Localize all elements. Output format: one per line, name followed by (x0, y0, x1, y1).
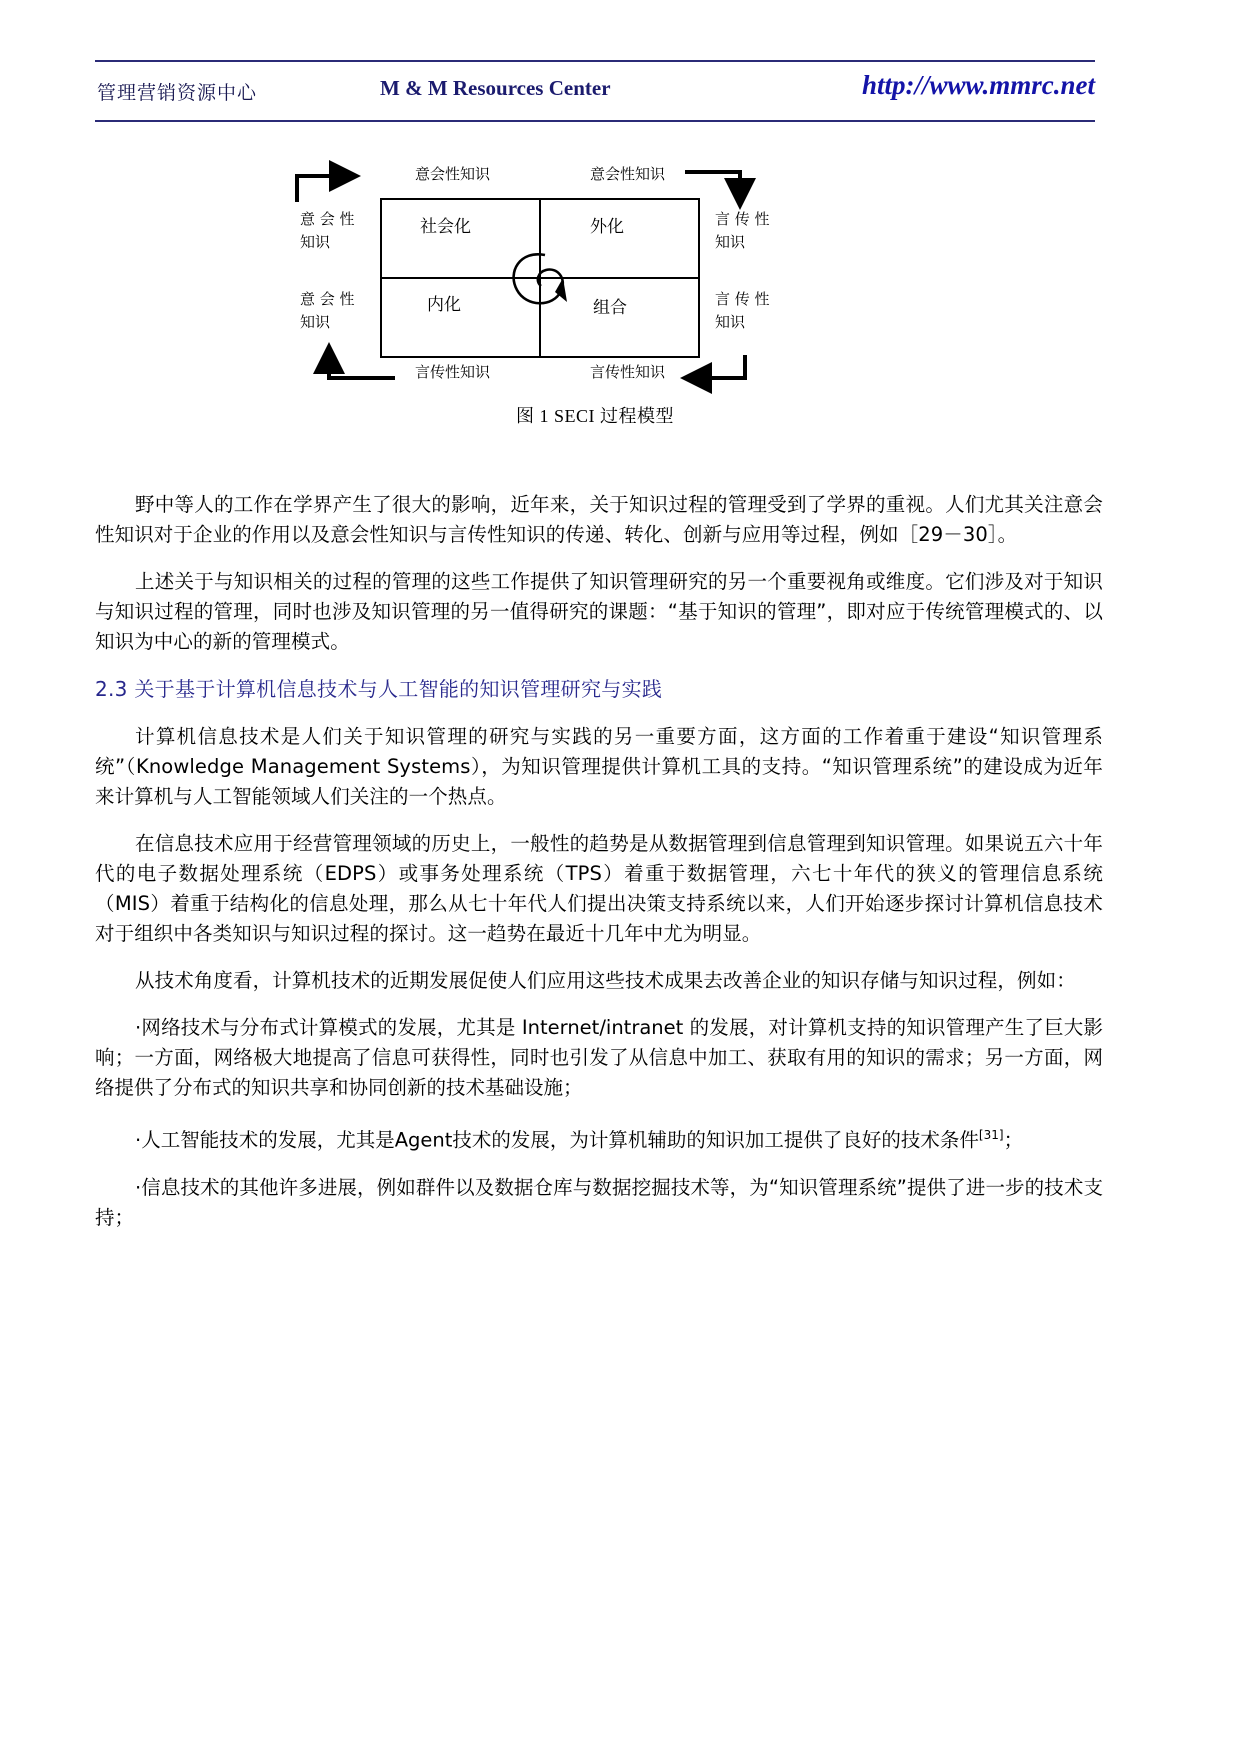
document-body (95, 490, 1103, 1250)
paragraph-2: 上述关于与知识相关的过程的管理的这些工作提供了知识管理研究的另一个重要视角或维度。它们涉及对于知识与知识过程的管理，同时也涉及知识管理的另一值得研究的课题：“基于知识的管理”，即对应于传统管理模式的、以知识为中心的新的管理模式。 (95, 570, 1103, 653)
paragraph-3: 计算机信息技术是人们关于知识管理的研究与实践的另一重要方面，这方面的工作着重于建设“知识管理系统”（Knowledge Management Systems），为知识管理提供计算机工具的支持。“知识管理系统”的建设成为近年来计算机与人工智能领域人们关注的一个热点。 (95, 725, 1103, 808)
figure-caption: 图 1 SECI 过程模型 (515, 406, 674, 426)
bullet-item-2-tail: ； (1003, 1128, 1024, 1152)
page-header (95, 60, 1095, 122)
bullet-item-2 (95, 1120, 1103, 1156)
seci-diagram (245, 150, 805, 400)
paragraph-5: 从技术角度看，计算机技术的近期发展促使人们应用这些技术成果去改善企业的知识存储与知识过程，例如： (135, 969, 1076, 992)
figure-seci (95, 150, 1095, 440)
section-heading-2-3: 2.3 关于基于计算机信息技术与人工智能的知识管理研究与实践 (95, 677, 663, 701)
header-center-label: M & M Resources Center (380, 76, 611, 100)
seci-label-right-top-line1: 言 传 性 (715, 210, 770, 228)
seci-label-top-left: 意会性知识 (415, 165, 491, 183)
seci-label-left-bottom-line1: 意 会 性 (300, 290, 355, 308)
seci-label-left-top-line1: 意 会 性 (300, 210, 355, 228)
header-website-url[interactable]: http://www.mmrc.net (861, 70, 1095, 100)
seci-label-top-right: 意会性知识 (590, 165, 666, 183)
seci-cell-combination: 组合 (593, 298, 627, 318)
seci-cell-internalization: 内化 (427, 295, 461, 315)
paragraph-4: 在信息技术应用于经营管理领域的历史上，一般性的趋势是从数据管理到信息管理到知识管理。如果说五六十年代的电子数据处理系统（EDPS）或事务处理系统（TPS）着重于数据管理，六七十年代的狭义的管理信息系统（MIS）着重于结构化的信息处理，那么从七十年代人们提出决策支持系统以来，人们开始逐步探讨计算机信息技术对于组织中各类知识与知识过程的探讨。这一趋势在最近十几年中尤为明显。 (95, 832, 1103, 945)
paragraph-1: 野中等人的工作在学界产生了很大的影响，近年来，关于知识过程的管理受到了学界的重视。人们尤其关注意会性知识对于企业的作用以及意会性知识与言传性知识的传递、转化、创新与应用等过程，例如［29－30］。 (95, 493, 1103, 546)
bullet-item-2-text: ·人工智能技术的发展，尤其是Agent技术的发展，为计算机辅助的知识加工提供了良好的技术条件 (135, 1128, 979, 1152)
seci-label-bottom-left: 言传性知识 (415, 363, 491, 381)
reference-mark-31: [31] (978, 1128, 1004, 1142)
seci-label-right-top-line2: 知识 (715, 233, 746, 252)
arrow-bottom-right (688, 355, 745, 378)
bullet-item-1: ·网络技术与分布式计算模式的发展，尤其是 Internet/intranet 的发展，对计算机支持的知识管理产生了巨大影响；一方面，网络极大地提高了信息可获得性，同时也引发了从信息中加工、获取有用的知识的需求；另一方面，网络提供了分布式的知识共享和协同创新的技术基础设施； (95, 1016, 1103, 1099)
seci-label-right-bottom-line1: 言 传 性 (715, 290, 770, 308)
header-left-label: 管理营销资源中心 (97, 82, 258, 104)
seci-cell-socialization: 社会化 (420, 217, 471, 237)
bullet-item-3: ·信息技术的其他许多进展，例如群件以及数据仓库与数据挖掘技术等，为“知识管理系统”提供了进一步的技术支持； (95, 1175, 1103, 1229)
seci-cell-externalization: 外化 (590, 217, 624, 237)
seci-label-right-bottom-line2: 知识 (715, 313, 746, 332)
arrow-top-left (297, 176, 353, 202)
seci-label-right-bottom (715, 288, 795, 335)
seci-label-right-top (715, 208, 795, 255)
seci-label-left-top (300, 208, 380, 255)
seci-label-left-top-line2: 知识 (300, 233, 331, 252)
seci-label-left-bottom-line2: 知识 (300, 313, 331, 332)
seci-label-bottom-right: 言传性知识 (590, 363, 666, 381)
seci-label-left-bottom (300, 288, 380, 335)
seci-horizontal-divider (380, 277, 700, 279)
